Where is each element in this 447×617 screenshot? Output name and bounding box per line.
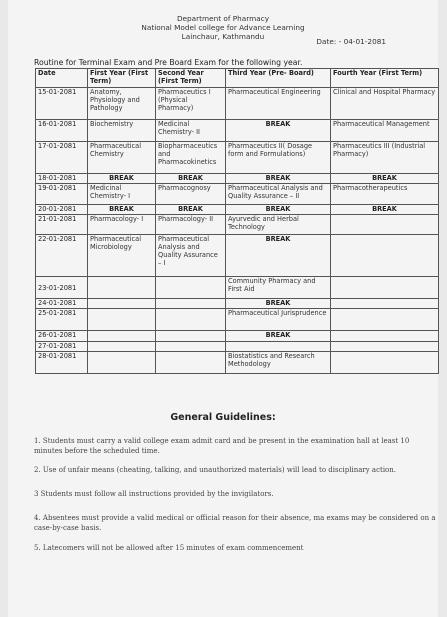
guideline-item: 2. Use of unfair means (cheating, talking, and unauthorized materials) will lead to disciplinary action. [34, 466, 397, 474]
header-third-year: Third Year (Pre- Board) [226, 69, 331, 88]
table-row [36, 120, 439, 142]
guideline-item: 4. Absentees must provide a valid medical or official reason for their absence, ma exams may be considered on a case-by-case basis. [34, 514, 436, 532]
cell [156, 277, 226, 299]
table-row [36, 142, 439, 174]
cell-date: 26-01-2081 [36, 331, 88, 342]
table-row [36, 174, 439, 184]
cell-break: BREAK [156, 205, 226, 215]
guideline-item: 5. Latecomers will not be allowed after 15 minutes of exam commencement [34, 544, 304, 552]
table-row [36, 299, 439, 309]
table-header-row [36, 69, 439, 88]
cell-date: 17-01-2081 [36, 142, 88, 174]
cell: Pharmacology- II [156, 215, 226, 235]
cell-break: BREAK [88, 205, 156, 215]
cell-date: 18-01-2081 [36, 174, 88, 184]
cell-date: 19-01-2081 [36, 184, 88, 205]
cell-date: 27-01-2081 [36, 342, 88, 352]
cell: Pharmaceutical Engineering [226, 88, 331, 120]
cell [156, 299, 226, 309]
cell [88, 299, 156, 309]
cell-date: 15-01-2081 [36, 88, 88, 120]
cell: Pharmaceutical Microbiology [88, 235, 156, 277]
cell: Biopharmaceutics and Pharmacokinetics [156, 142, 226, 174]
guideline-item: 3 Students must follow all instructions provided by the invigilators. [34, 490, 274, 498]
cell: Pharmaceutics II( Dosage form and Formulations) [226, 142, 331, 174]
guidelines-title: General Guidelines: [170, 412, 276, 423]
cell [331, 277, 439, 299]
cell [331, 342, 439, 352]
cell-break: BREAK [331, 174, 439, 184]
cell: Pharmaceutics III (Industrial Pharmacy) [331, 142, 439, 174]
cell [156, 309, 226, 331]
cell: Pharmacognosy [156, 184, 226, 205]
cell: Pharmaceutical Management [331, 120, 439, 142]
table-row [36, 88, 439, 120]
cell: Pharmaceutical Analysis and Quality Assurance – I [156, 235, 226, 277]
document-page [8, 0, 438, 617]
cell-break: BREAK [226, 235, 331, 277]
cell: Community Pharmacy and First Aid [226, 277, 331, 299]
cell-date: 21-01-2081 [36, 215, 88, 235]
cell-date: 16-01-2081 [36, 120, 88, 142]
table-row [36, 215, 439, 235]
cell-date: 22-01-2081 [36, 235, 88, 277]
cell [88, 331, 156, 342]
cell [331, 309, 439, 331]
cell: Clinical and Hospital Pharmacy [331, 88, 439, 120]
cell [331, 215, 439, 235]
cell [156, 342, 226, 352]
cell-date: 25-01-2081 [36, 309, 88, 331]
cell-break: BREAK [331, 205, 439, 215]
cell [156, 331, 226, 342]
college-name: National Model college for Advance Learning [141, 23, 305, 32]
notice-date: Date: - 04-01-2081 [316, 37, 386, 46]
cell [88, 277, 156, 299]
cell [88, 352, 156, 374]
cell [331, 235, 439, 277]
cell [226, 342, 331, 352]
cell: Biochemistry [88, 120, 156, 142]
cell-break: BREAK [226, 205, 331, 215]
table-row [36, 309, 439, 331]
table-row [36, 352, 439, 374]
cell: Pharmaceutical Chemistry [88, 142, 156, 174]
cell-date: 23-01-2081 [36, 277, 88, 299]
cell: Pharmacotherapeutics [331, 184, 439, 205]
cell [331, 331, 439, 342]
table-row [36, 342, 439, 352]
cell-date: 24-01-2081 [36, 299, 88, 309]
header-fourth-year: Fourth Year (First Term) [331, 69, 439, 88]
header-date: Date [36, 69, 88, 88]
cell [156, 352, 226, 374]
cell: Anatomy, Physiology and Pathology [88, 88, 156, 120]
cell: Pharmaceutics I (Physical Pharmacy) [156, 88, 226, 120]
header-second-year: Second Year (First Term) [156, 69, 226, 88]
cell-date: 20-01-2081 [36, 205, 88, 215]
cell: Pharmaceutical Analysis and Quality Assurance – II [226, 184, 331, 205]
cell: Medicinal Chemistry- I [88, 184, 156, 205]
cell: Pharmaceutical Jurisprudence [226, 309, 331, 331]
cell: Pharmacology- I [88, 215, 156, 235]
cell-break: BREAK [226, 299, 331, 309]
cell-break: BREAK [88, 174, 156, 184]
cell: Biostatistics and Research Methodology [226, 352, 331, 374]
cell-date: 28-01-2081 [36, 352, 88, 374]
table-row [36, 331, 439, 342]
table-row [36, 205, 439, 215]
table-row [36, 184, 439, 205]
cell-break: BREAK [226, 331, 331, 342]
exam-routine-table [35, 68, 439, 374]
routine-title: Routine for Terminal Exam and Pre Board Exam for the following year. [34, 58, 303, 67]
table-row [36, 277, 439, 299]
header-first-year: First Year (First Term) [88, 69, 156, 88]
cell-break: BREAK [156, 174, 226, 184]
cell-break: BREAK [226, 120, 331, 142]
table-row [36, 235, 439, 277]
cell-break: BREAK [226, 174, 331, 184]
cell [331, 352, 439, 374]
college-address: Lainchaur, Kathmandu [181, 32, 265, 41]
cell: Ayurvedic and Herbal Technology [226, 215, 331, 235]
cell [88, 309, 156, 331]
guideline-item: 1. Students must carry a valid college exam admit card and be present in the examination hall at least 10 minutes before the scheduled time. [34, 437, 410, 455]
cell [331, 299, 439, 309]
cell: Medicinal Chemistry- II [156, 120, 226, 142]
department-name: Department of Pharmacy [176, 14, 270, 23]
cell [88, 342, 156, 352]
